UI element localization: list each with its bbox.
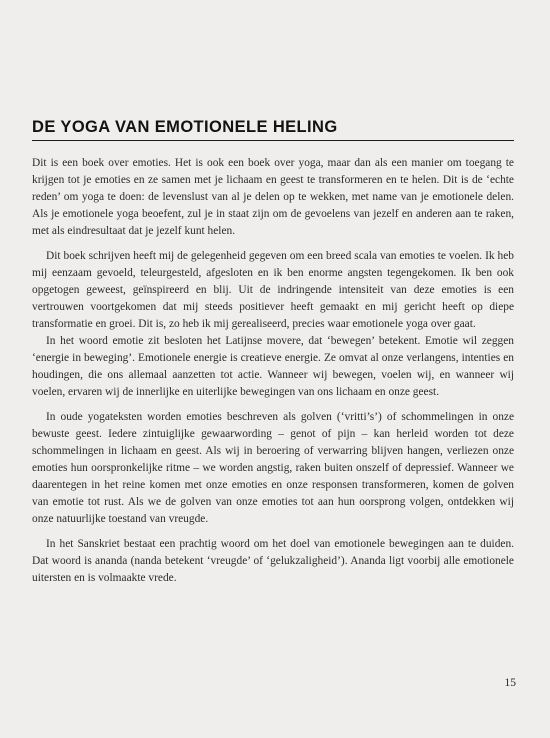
chapter-heading: DE YOGA VAN EMOTIONELE HELING — [32, 118, 338, 136]
paragraph-3: In het woord emotie zit besloten het Latijnse movere, dat ‘bewegen’ betekent. Emotie wil zeggen ‘energie in beweging’. Emotionele energie is creatieve energie. Ze omvat al onze verlangens, intenties en houdingen, die ons allemaal aanzetten tot actie. Wanneer wij bewegen, voelen wij, en wanneer wij voelen, ervaren wij de innerlijke en uiterlijke bewegingen van ons lichaam en onze geest. — [32, 335, 514, 398]
body-text — [32, 155, 514, 587]
paragraph-5: In het Sanskriet bestaat een prachtig woord om het doel van emotionele bewegingen aan te duiden. Dat woord is ananda (nanda betekent ‘vreugde’ of ‘gelukzaligheid’). Ananda ligt voorbij alle emotionele uitersten en is volmaakte vrede. — [32, 538, 514, 584]
paragraph-4: In oude yogateksten worden emoties beschreven als golven (‘vritti’s’) of schommelingen in onze bewuste geest. Iedere zintuiglijke gewaarwording – genot of pijn – kan herleid worden tot deze schommelingen in lichaam en geest. Als wij in beroering of verwarring blijven hangen, verliezen onze emoties hun oorspronkelijke ritme – we worden angstig, raken buiten onszelf of depressief. Wanneer we daarentegen in het reine komen met onze emoties en onze responsen transformeren, komen de golven van emotie tot rust. Als we de golven van onze emoties tot aan hun oorsprong volgen, ontdekken wij onze natuurlijke toestand van vreugde. — [32, 411, 514, 525]
chapter-heading-rule — [32, 118, 514, 141]
paragraph-1: Dit is een boek over emoties. Het is ook een boek over yoga, maar dan als een manier om toegang te krijgen tot je emoties en ze samen met je lichaam en geest te transformeren en te helen. Dit is de ‘echte reden’ om yoga te doen: de levenslust van al je delen op te wekken, met name van je emotionele delen. Als je emotionele yoga beoefent, zul je in staat zijn om de gevoelens van jezelf en anderen aan te raken, met als eindresultaat dat je jezelf kunt helen. — [32, 157, 514, 237]
paragraph-2: Dit boek schrijven heeft mij de gelegenheid gegeven om een breed scala van emoties te voelen. Ik heb mij eenzaam gevoeld, teleurgesteld, afgesloten en ik ben enorme angsten tegengekomen. Ik ben ook opgetogen geweest, geïnspireerd en blij. Uit de indringende intensiteit van deze emoties is een vertrouwen voortgekomen dat mij steeds positiever heeft gemaakt en mij gericht heeft op diepe transformatie en groei. Dit is, zo heb ik mij gerealiseerd, precies waar emotionele yoga over gaat. — [32, 250, 514, 330]
page-number: 15 — [504, 677, 516, 689]
